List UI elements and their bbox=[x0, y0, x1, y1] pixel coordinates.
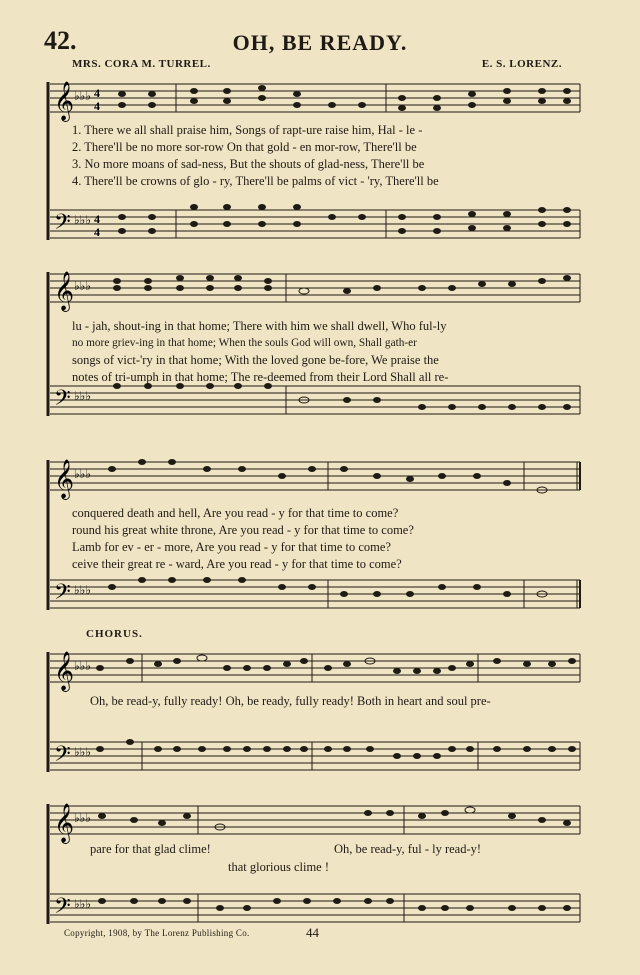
bass-clef-icon: 𝄢 bbox=[54, 386, 71, 415]
svg-text:♭♭♭: ♭♭♭ bbox=[74, 811, 91, 825]
svg-text:4: 4 bbox=[94, 99, 100, 113]
verse-1-line-1: 1. There we all shall praise him, Songs of rapt-ure raise him, Hal - le - bbox=[72, 123, 423, 137]
bass-staff bbox=[50, 210, 580, 238]
chorus-lyric-line-2a: pare for that glad clime! bbox=[90, 842, 211, 856]
treble-clef-icon: 𝄞 bbox=[54, 653, 75, 690]
lyricist-credit: MRS. CORA M. TURREL. bbox=[72, 58, 211, 70]
svg-text:♭♭♭: ♭♭♭ bbox=[74, 389, 91, 403]
treble-clef-icon: 𝄞 bbox=[54, 273, 75, 310]
svg-text:♭♭♭: ♭♭♭ bbox=[74, 279, 91, 293]
chorus-lyric-line-2b: Oh, be read-y, ful - ly read-y! bbox=[334, 842, 482, 856]
bass-clef-icon: 𝄢 bbox=[54, 210, 71, 239]
treble-clef-icon: 𝄞 bbox=[54, 461, 75, 498]
chorus-label: CHORUS. bbox=[86, 628, 143, 640]
verse-2-line-3: round his great white throne, Are you read - y for that time to come? bbox=[72, 523, 414, 537]
verse-1-line-2: lu - jah, shout-ing in that home; There with him we shall dwell, Who ful-ly bbox=[72, 319, 447, 333]
music-system-4 bbox=[42, 648, 582, 778]
treble-staff bbox=[50, 84, 580, 112]
chorus-lyric-line-3: that glorious clime ! bbox=[228, 860, 330, 874]
verse-3-line-3: Lamb for ev - er - more, Are you read - y for that time to come? bbox=[72, 540, 391, 554]
verse-1-line-3: conquered death and hell, Are you read - y for that time to come? bbox=[72, 506, 399, 520]
bass-clef-icon: 𝄢 bbox=[54, 894, 71, 923]
verse-4-line-3: ceive their great re - ward, Are you read - y for that time to come? bbox=[72, 557, 402, 571]
svg-text:4: 4 bbox=[94, 225, 100, 239]
time-signature: 4 bbox=[94, 86, 100, 100]
copyright-notice: Copyright, 1908, by The Lorenz Publishing Co. bbox=[64, 928, 250, 938]
svg-text:♭♭♭: ♭♭♭ bbox=[74, 583, 91, 597]
page-number: 44 bbox=[306, 925, 319, 940]
key-flats-icon: ♭♭♭ bbox=[74, 89, 91, 103]
time-signature: 4 bbox=[94, 212, 100, 226]
verse-4-line-2: notes of tri-umph in that home; The re-deemed from their Lord Shall all re- bbox=[72, 370, 449, 384]
hymn-number: 42. bbox=[44, 26, 77, 55]
verse-2-line-1: 2. There'll be no more sor-row On that gold - en mor-row, There'll be bbox=[72, 140, 417, 154]
key-flats-icon: ♭♭♭ bbox=[74, 213, 91, 227]
treble-clef-icon: 𝄞 bbox=[54, 805, 75, 842]
hymn-title: OH, BE READY. bbox=[232, 30, 408, 55]
svg-text:♭♭♭: ♭♭♭ bbox=[74, 745, 91, 759]
bass-clef-icon: 𝄢 bbox=[54, 742, 71, 771]
svg-text:♭♭♭: ♭♭♭ bbox=[74, 659, 91, 673]
chorus-lyric-line-1: Oh, be read-y, fully ready! Oh, be ready, fully ready! Both in heart and soul pre- bbox=[90, 694, 491, 708]
verse-3-line-2: songs of vict-'ry in that home; With the loved gone be-fore, We praise the bbox=[72, 353, 439, 367]
bass-clef-icon: 𝄢 bbox=[54, 580, 71, 609]
svg-text:♭♭♭: ♭♭♭ bbox=[74, 897, 91, 911]
verse-4-line-1: 4. There'll be crowns of glo - ry, There'll be palms of vict - 'ry, There'll be bbox=[72, 174, 439, 188]
composer-credit: E. S. LORENZ. bbox=[481, 58, 562, 70]
verse-2-line-2: no more griev-ing in that home; When the souls God will own, Shall gath-er bbox=[72, 337, 417, 349]
treble-clef-icon: 𝄞 bbox=[54, 83, 75, 120]
verse-3-line-1: 3. No more moans of sad-ness, But the shouts of glad-ness, There'll be bbox=[72, 157, 425, 171]
svg-text:♭♭♭: ♭♭♭ bbox=[74, 467, 91, 481]
